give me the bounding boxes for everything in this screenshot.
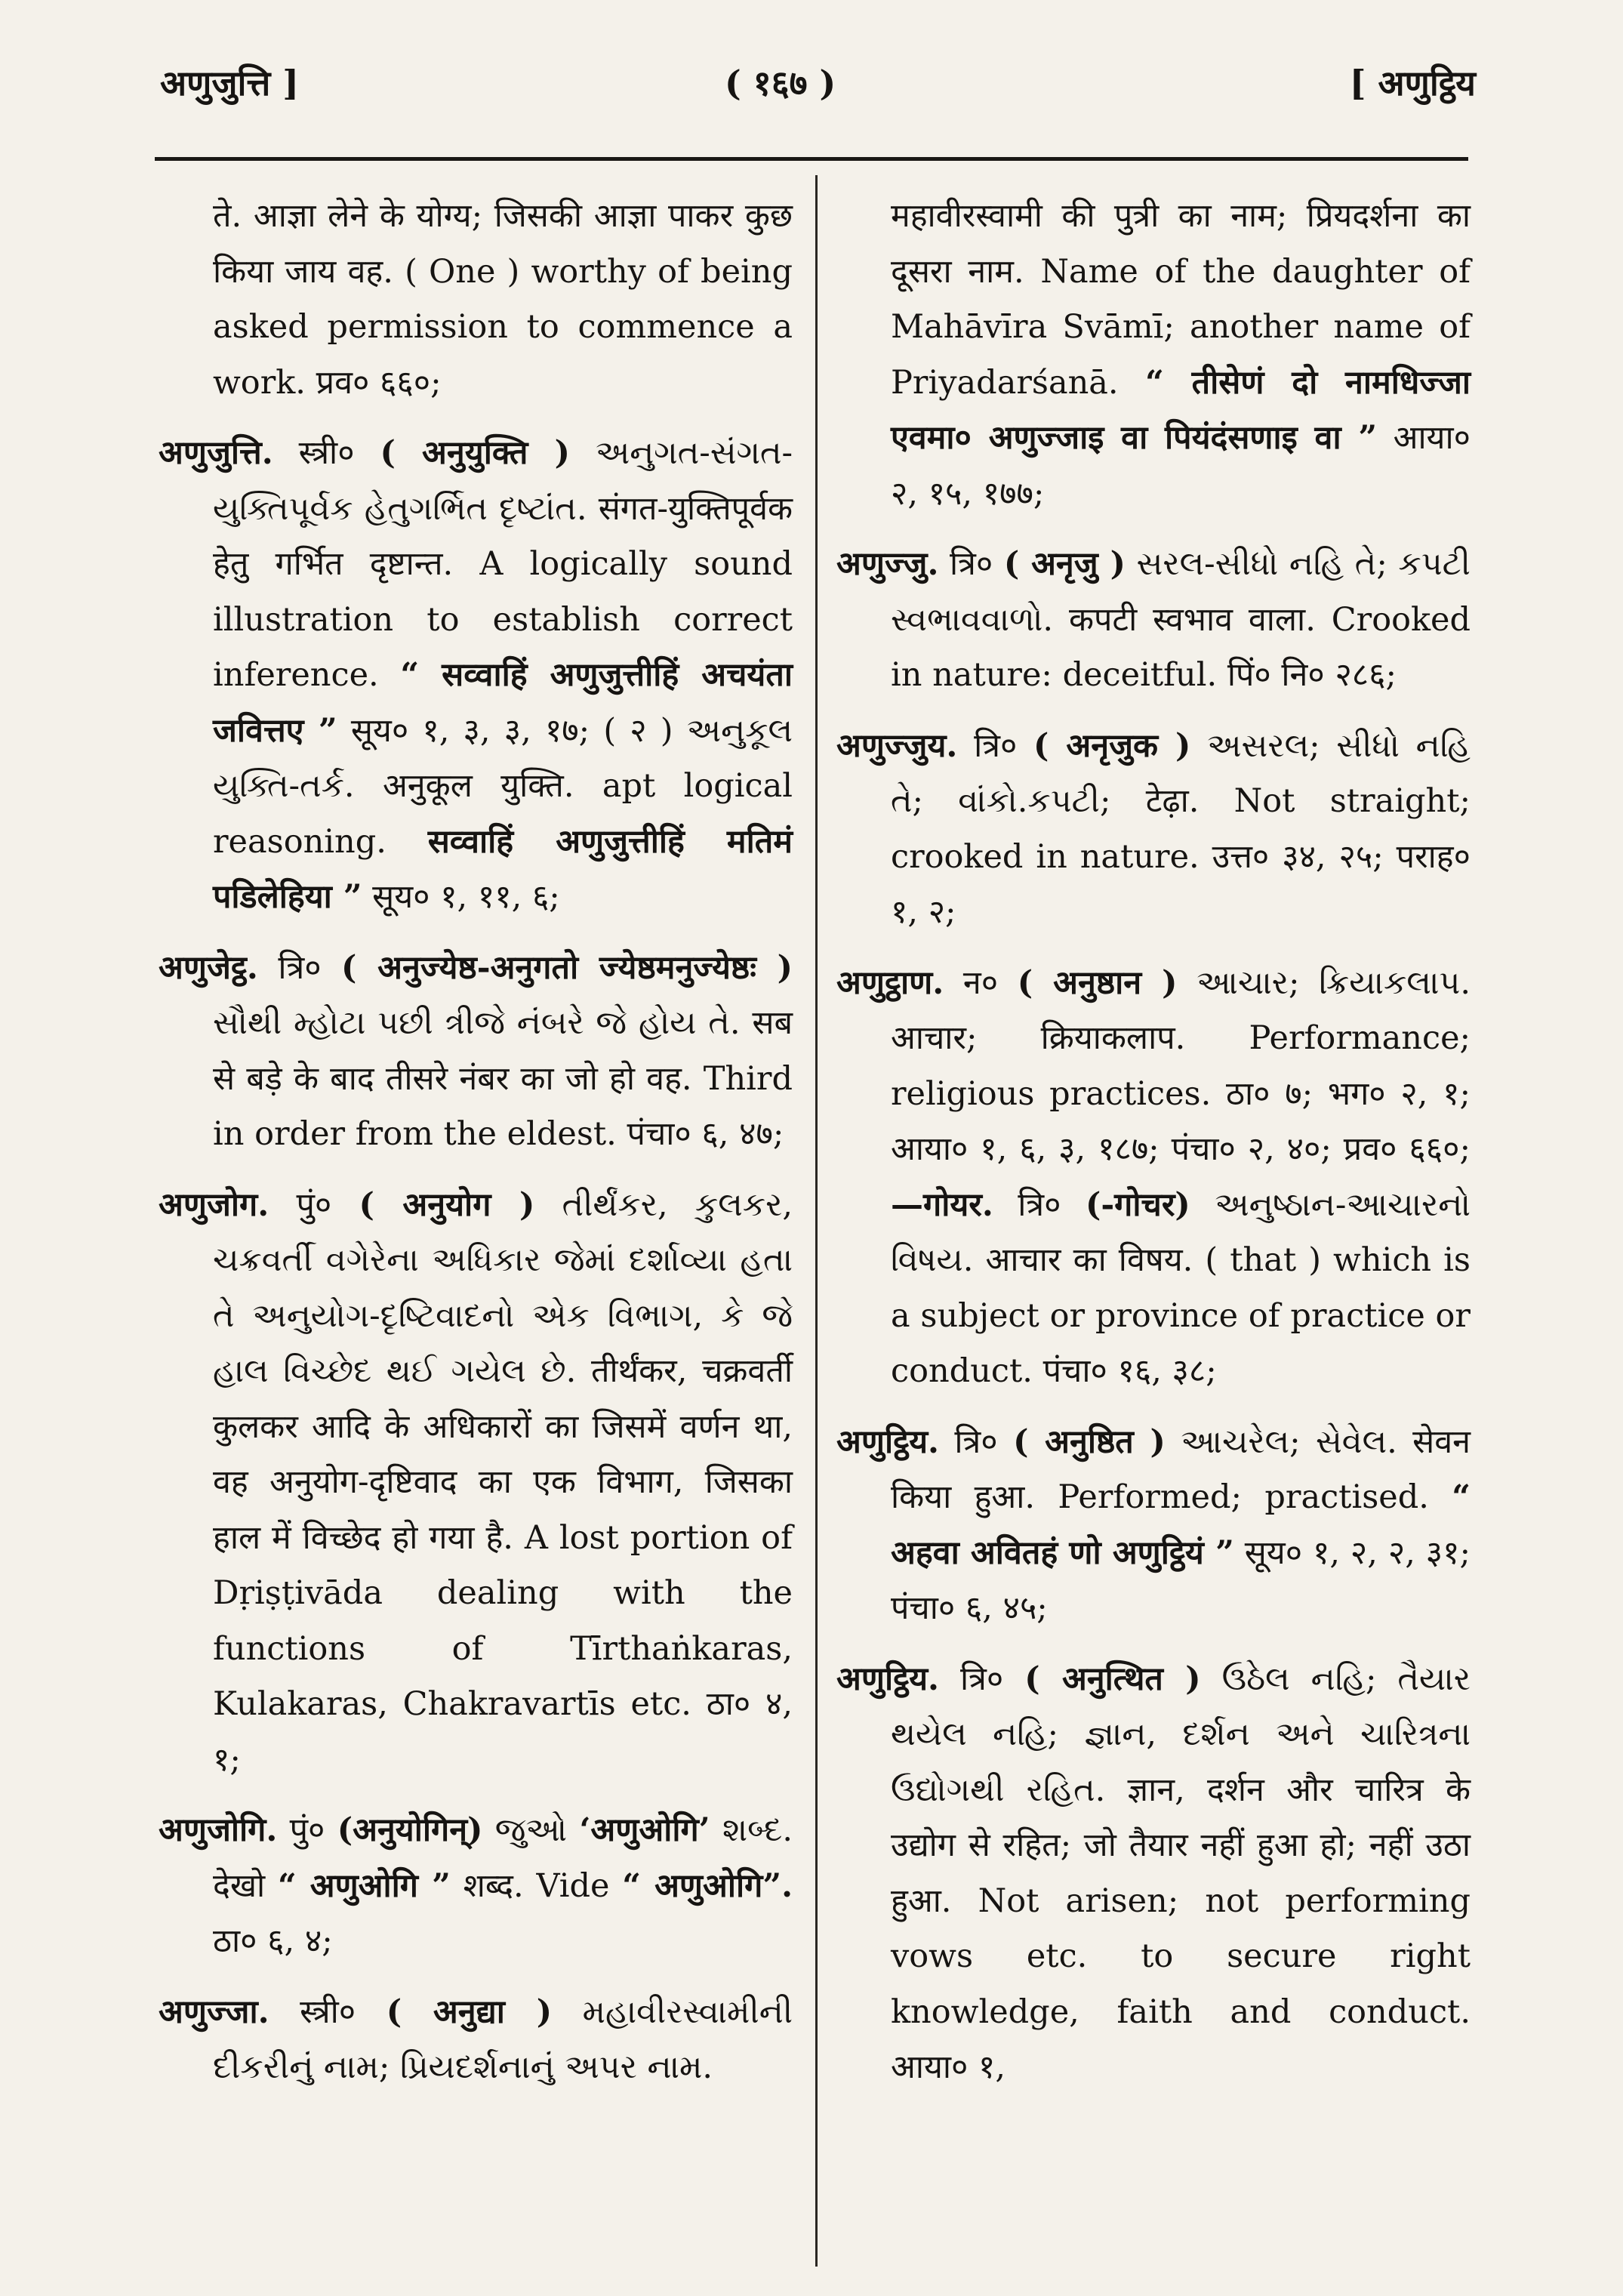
entry-anujjuya: अणुज्जुय. त्रि० ( अनृजुक ) અસરલ; સીધો નહિ તે; વાંકો.કપટી; टेढ़ा. Not straight; crooked in nature. उत्त० ३४, २५; पराह० १, २; (836, 726, 1471, 931)
entry-anujutti: अणुजुत्ति. स्त्री० ( अनुयुक्ति ) અનુગત-સંગત-યુક્તિપૂર્વક હેતુગર્ભિત દૃષ્ટાંત. संगत-युक्तिपूर्वक हेतु गर्भित दृष्टान्त. A logically sound illustration to establish correct inference. “ सव्वाहिं अणुजुत्तीहिं अचयंता जवित्तए ” सूय० १, ३, ३, १७; ( २ ) અનુકૂલ યુક્તિ-તર્ક. अनुकूल युक्ति. apt logical reasoning. सव्वाहिं अणुजुत्तीहिं मतिमं पडिलेहिया ” सूय० १, ११, ६; (159, 434, 793, 916)
entry-anujja: अणुज्जा. स्त्री० ( अनुद्या ) મહાવીરસ્વામીની દીકરીનું નામ; પ્રિયદર્શનાનું અપર નામ. (159, 1992, 793, 2086)
headword: अणुजोग. (159, 1185, 269, 1224)
entry-anujju: अणुज्जु. त्रि० ( अनृजु ) સરલ-સીધો નહિ તે; કપટી સ્વભાવવાળો. कपटी स्वभाव वाला. Crooked in nature: deceitful. पिं० नि० २८६; (836, 545, 1471, 694)
sub-headword: —गोयर. (891, 1185, 993, 1224)
header-rule (155, 157, 1468, 161)
entry-continuation: ते. आज्ञा लेने के योग्य; जिसकी आज्ञा पाकर कुछ किया जाय वह. ( One ) worthy of being asked permission to commence a work. प्रव० ६६०; (213, 197, 793, 402)
headword: अणुजेट्ठ. (159, 948, 258, 987)
headword: अणुज्जा. (159, 1992, 269, 2031)
headword: अणुज्जु. (836, 545, 939, 583)
right-column (836, 189, 1471, 2111)
left-column (159, 189, 793, 2111)
headword: अणुज्जुय. (836, 726, 958, 765)
entry-anujogi: अणुजोगि. पुं० (अनुयोगिन्) જુઓ ‘अणुओगि’ શબ્દ. देखो “ अणुओगि ” शब्द. Vide “ अणुओगि”. ठा० ६, ४; (159, 1811, 793, 1960)
entry-anutthiya-not-arisen: अणुट्ठिय. त्रि० ( अनुत्थित ) ઉઠેલ નહિ; તૈયાર થયેલ નહિ; જ્ઞાન, દર્શન અને ચારિત્રના ઉદ્યોગથી રહિત. ज्ञान, दर्शन और चारित्र के उद्योग से रहित; जो तैयार नहीं हुआ हो; नहीं उठा हुआ. Not arisen; not performing vows etc. to secure right knowledge, faith and conduct. आया० १, (836, 1660, 1471, 2086)
headword: अणुट्ठिय. (836, 1660, 940, 1698)
header-left-guideword: अणुजुत्ति ] (160, 63, 300, 103)
headword: अणुजुत्ति. (159, 434, 273, 472)
header-right-guideword: [ अणुट्ठिय (1349, 63, 1476, 103)
entry-anujettha: अणुजेट्ठ. त्रि० ( अनुज्येष्ठ-अनुगतो ज्येष्ठमनुज्येष्ठः ) સૌથી મ્હોટા પછી ત્રીજે નંબરે જે હોય તે. सब से बड़े के बाद तीसरे नंबर का जो हो वह. Third in order from the eldest. पंचा० ६, ४७; (159, 948, 793, 1153)
headword: अणुट्ठिय. (836, 1422, 940, 1461)
page-header (0, 0, 1623, 159)
entry-anutthiya-performed: अणुट्ठिय. त्रि० ( अनुष्ठित ) આચરેલ; સેવેલ. सेवन किया हुआ. Performed; practised. “ अहवा अवितहं णो अणुट्ठियं ” सूय० १, २, २, ३१; पंचा० ६, ४५; (836, 1422, 1471, 1627)
column-divider (815, 175, 818, 2267)
headword: अणुजोगि. (159, 1811, 278, 1849)
headword: अणुट्ठाण. (836, 963, 944, 1002)
entry-anutthana: अणुट्ठाण. न० ( अनुष्ठान ) આચાર; ક્રિયાકલાપ. आचार; क्रियाकलाप. Performance; religious practices. ठा० ७; भग० २, १; आया० १, ६, ३, १८७; पंचा० २, ४०; प्रव० ६६०; —गोयर. त्रि० (-गोचर) અનુષ્ઠાન-આચારનો વિષય. आचार का विषय. ( that ) which is a subject or province of practice or conduct. पंचा० १६, ३८; (836, 963, 1471, 1390)
entry-anujoga: अणुजोग. पुं० ( अनुयोग ) તીર્થંકર, કુલકર, ચક્રવર્તી વગેરેના અધિકાર જેમાં દર્શાવ્યા હતા તે અનુયોગ-દૃષ્ટિવાદનો એક વિભાગ, કે જે હાલ વિચ્છેદ થઈ ગયેલ છે. तीर्थंकर, चक्रवर्ती कुलकर आदि के अधिकारों का जिसमें वर्णन था, वह अनुयोग-दृष्टिवाद का एक विभाग, जिसका हाल में विच्छेद हो गया है. A lost portion of Dṛiṣṭivāda dealing with the functions of Tīrthaṅkaras, Kulakaras, Chakravartīs etc. ठा० ४, १; (159, 1185, 793, 1779)
page-number: ( १६७ ) (725, 63, 836, 103)
entry-continuation: महावीरस्वामी की पुत्री का नाम; प्रियदर्शना का दूसरा नाम. Name of the daughter of Mahāvīra Svāmī; another name of Priyadarśanā. “ तीसेणं दो नामधिज्जा एवमा० अणुज्जाइ वा पियंदंसणाइ वा ” आया० २, १५, १७७; (891, 197, 1471, 513)
